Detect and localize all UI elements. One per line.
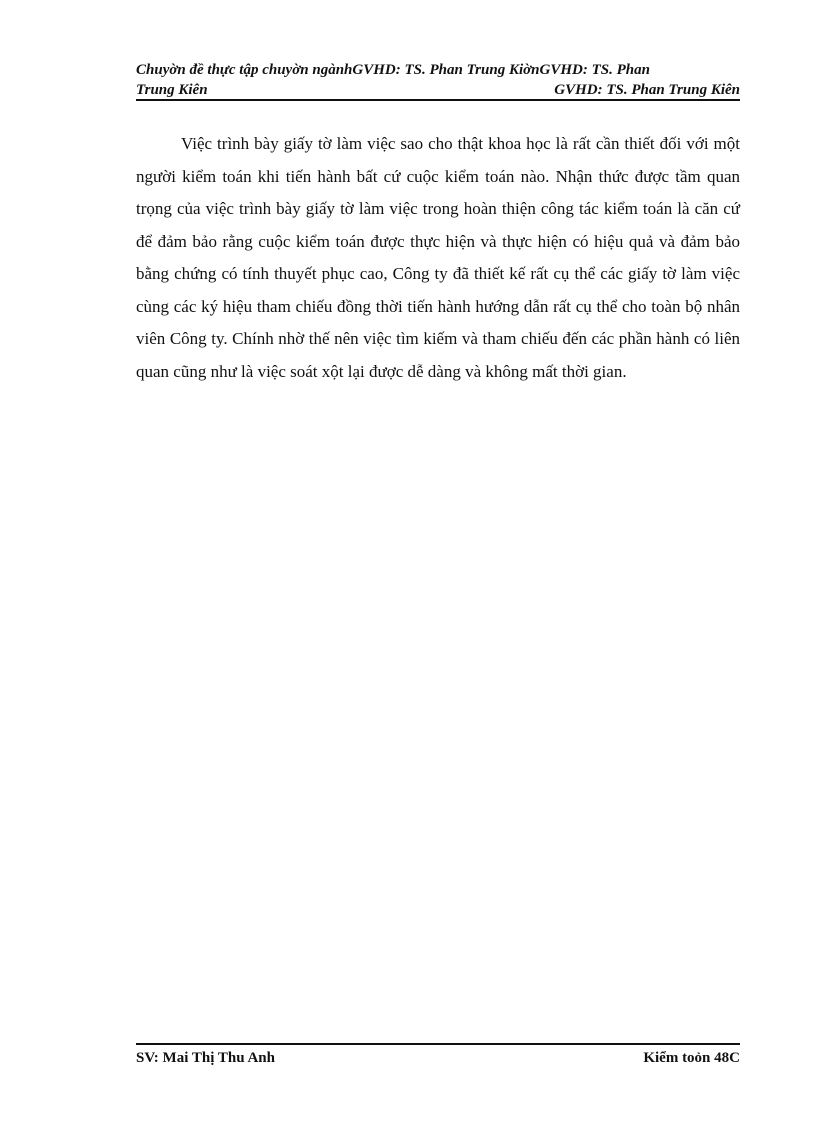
page-footer (136, 1048, 740, 1068)
page-header (136, 60, 740, 100)
header-divider (136, 99, 740, 101)
footer-student-name: SV: Mai Thị Thu Anh (136, 1050, 275, 1066)
footer-class: Kiểm toỏn 48C (643, 1050, 740, 1066)
header-supervisor: GVHD: TS. Phan Trung Kiên (554, 82, 740, 98)
header-second-line (136, 80, 740, 100)
body-paragraph: Việc trình bày giấy tờ làm việc sao cho thật khoa học là rất cần thiết đối với một người kiểm toán khi tiến hành bất cứ cuộc kiểm toán nào. Nhận thức được tầm quan trọng của việc trình bày giấy tờ làm việc trong hoàn thiện công tác kiểm toán là căn cứ để đảm bảo rằng cuộc kiểm toán được thực hiện và thực hiện có hiệu quả và đảm bảo bằng chứng có tính thuyết phục cao, Công ty đã thiết kế rất cụ thể các giấy tờ làm việc cùng các ký hiệu tham chiếu đồng thời tiến hành hướng dẫn rất cụ thể cho toàn bộ nhân viên Công ty. Chính nhờ thế nên việc tìm kiếm và tham chiếu đến các phần hành có liên quan cũng như là việc soát xột lại được dễ dàng và không mất thời gian. (136, 134, 740, 381)
header-title-line: Chuyờn đề thực tập chuyờn ngànhGVHD: TS. Phan Trung KiờnGVHD: TS. Phan (136, 62, 650, 78)
footer-divider (136, 1043, 740, 1045)
header-line2-left: Trung Kiên (136, 82, 208, 98)
